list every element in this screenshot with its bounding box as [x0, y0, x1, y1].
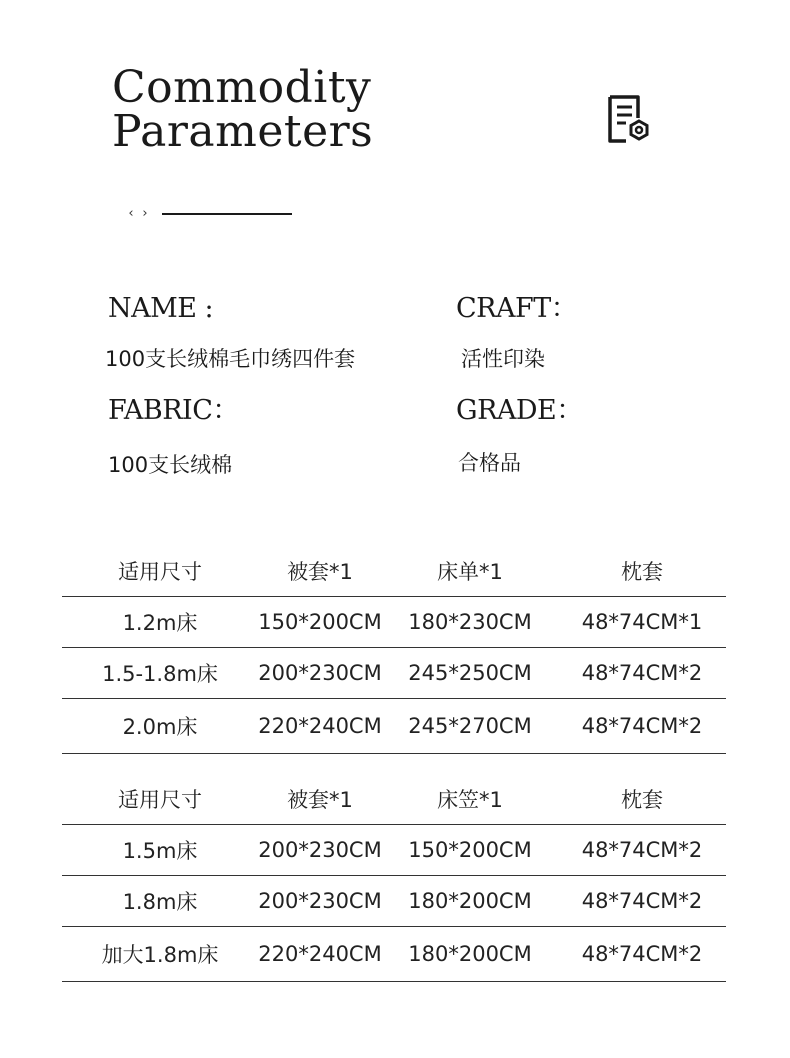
cell-size: 1.2m床 — [62, 597, 258, 648]
cell-duvet: 200*230CM — [258, 876, 382, 927]
cell-sheet: 180*230CM — [382, 597, 558, 648]
table-row — [62, 597, 726, 648]
title-line-1: Commodity — [112, 62, 372, 113]
param-grade — [456, 396, 583, 476]
cell-pillowcase: 48*74CM*1 — [558, 597, 726, 648]
param-name — [105, 293, 356, 372]
header-sheet: 床单*1 — [437, 560, 503, 584]
table-header-row — [62, 546, 726, 597]
table-header-row — [62, 774, 726, 825]
title-line-2: Parameters — [112, 106, 374, 157]
cell-sheet: 245*250CM — [382, 648, 558, 699]
cell-fitted-sheet: 180*200CM — [382, 876, 558, 927]
cell-size: 1.8m床 — [62, 876, 258, 927]
divider-line — [162, 213, 292, 215]
cell-size: 2.0m床 — [62, 699, 258, 754]
header-pillowcase: 枕套 — [621, 788, 663, 812]
param-craft — [456, 294, 577, 372]
cell-pillowcase: 48*74CM*2 — [558, 927, 726, 982]
page-title — [112, 62, 374, 157]
table-row — [62, 699, 726, 754]
table-row — [62, 876, 726, 927]
header-pillowcase: 枕套 — [621, 560, 663, 584]
grade-value: 合格品 — [458, 451, 521, 475]
grade-label: GRADE： — [456, 395, 583, 426]
cell-size: 加大1.8m床 — [62, 927, 258, 982]
cell-size: 1.5-1.8m床 — [62, 648, 258, 699]
cell-size: 1.5m床 — [62, 825, 258, 876]
name-label: NAME : — [108, 293, 214, 324]
cell-duvet: 220*240CM — [258, 927, 382, 982]
size-table-1 — [62, 546, 726, 754]
cell-duvet: 200*230CM — [258, 825, 382, 876]
cell-pillowcase: 48*74CM*2 — [558, 876, 726, 927]
header-duvet: 被套*1 — [287, 560, 353, 584]
header-size: 适用尺寸 — [118, 788, 202, 812]
size-table-2 — [62, 774, 726, 982]
chevron-right-icon[interactable]: › — [142, 206, 148, 221]
cell-duvet: 200*230CM — [258, 648, 382, 699]
header-size: 适用尺寸 — [118, 560, 202, 584]
craft-value: 活性印染 — [461, 347, 545, 371]
craft-label: CRAFT： — [456, 293, 578, 324]
header-fitted-sheet: 床笠*1 — [437, 788, 503, 812]
cell-fitted-sheet: 180*200CM — [382, 927, 558, 982]
table-row — [62, 825, 726, 876]
fabric-label: FABRIC： — [108, 395, 239, 426]
table-row — [62, 648, 726, 699]
chevron-left-icon[interactable]: ‹ — [128, 206, 134, 221]
fabric-value: 100支长绒棉 — [108, 453, 233, 477]
param-fabric — [108, 396, 239, 478]
cell-pillowcase: 48*74CM*2 — [558, 825, 726, 876]
cell-duvet: 220*240CM — [258, 699, 382, 754]
cell-duvet: 150*200CM — [258, 597, 382, 648]
name-value: 100支长绒棉毛巾绣四件套 — [105, 347, 356, 371]
carousel-nav — [124, 206, 292, 221]
cell-fitted-sheet: 150*200CM — [382, 825, 558, 876]
cell-pillowcase: 48*74CM*2 — [558, 699, 726, 754]
table-row — [62, 927, 726, 982]
header-duvet: 被套*1 — [287, 788, 353, 812]
cell-pillowcase: 48*74CM*2 — [558, 648, 726, 699]
cell-sheet: 245*270CM — [382, 699, 558, 754]
document-gear-icon — [602, 94, 654, 146]
